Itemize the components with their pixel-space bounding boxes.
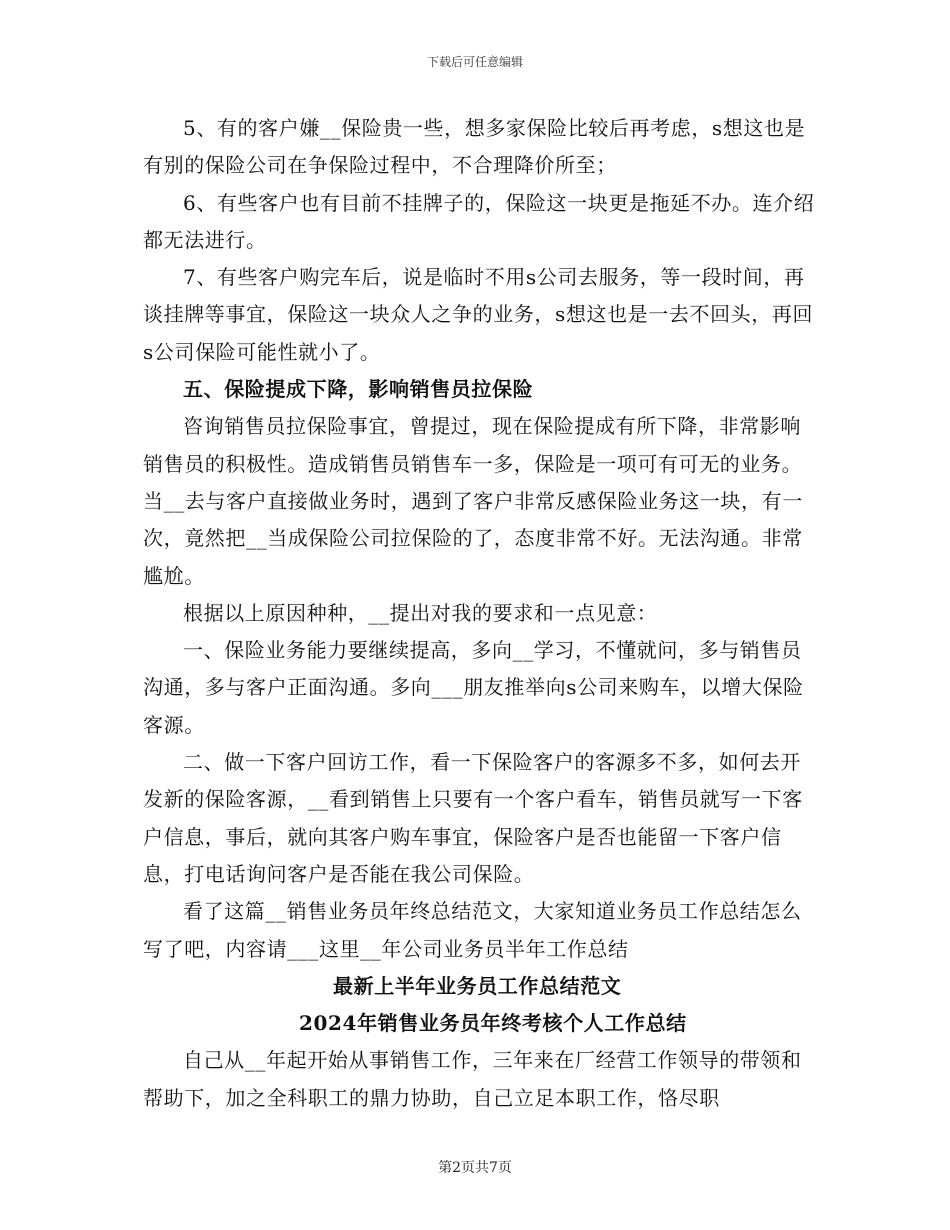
- paragraph: 二、做一下客户回访工作，看一下保险客户的客源多不多，如何去开发新的保险客源，__看到销售上只要有一个客户看车，销售员就写一下客户信息，事后，就向其客户购车事宜，保险客户是否也能留一下客户信息，打电话询问客户是否能在我公司保险。: [143, 750, 803, 886]
- section-heading: 五、保险提成下降，影响销售员拉保险: [183, 377, 534, 402]
- paragraph: 根据以上原因种种，__提出对我的要求和一点见意：: [183, 600, 658, 625]
- document-title: 最新上半年业务员工作总结范文: [333, 973, 622, 998]
- paragraph: 咨询销售员拉保险事宜，曾提过，现在保险提成有所下降，非常影响销售员的积极性。造成销售员销售车一多，保险是一项可有可无的业务。当__去与客户直接做业务时，遇到了客户非常反感保险业务这一块，有一次，竟然把__当成保险公司拉保险的了，态度非常不好。无法沟通。非常尴尬。: [143, 414, 803, 588]
- page-footer: 第2页共7页: [438, 1160, 512, 1176]
- paragraph: 自己从__年起开始从事销售工作，三年来在厂经营工作领导的带领和帮助下，加之全科职工的鼎力协助，自己立足本职工作，恪尽职: [143, 1048, 802, 1110]
- document-body: [143, 110, 815, 1117]
- paragraph: 看了这篇__销售业务员年终总结范文，大家知道业务员工作总结怎么写了吧，内容请___这里__年公司业务员半年工作总结: [143, 899, 802, 961]
- paragraph: 6、有些客户也有目前不挂牌子的，保险这一块更是拖延不办。连介绍都无法进行。: [143, 190, 815, 252]
- page-header: 下载后可任意编辑: [426, 55, 523, 69]
- paragraph: 7、有些客户购完车后，说是临时不用s公司去服务，等一段时间，再谈挂牌等事宜，保险这一块众人之争的业务，s想这也是一去不回头，再回s公司保险可能性就小了。: [143, 265, 814, 364]
- paragraph: 5、有的客户嫌__保险贵一些，想多家保险比较后再考虑，s想这也是有别的保险公司在争保险过程中，不合理降价所至；: [143, 116, 806, 178]
- document-subtitle: 2024年销售业务员年终考核个人工作总结: [299, 1011, 687, 1036]
- paragraph: 一、保险业务能力要继续提高，多向__学习，不懂就问，多与销售员沟通，多与客户正面沟通。多向___朋友推举向s公司来购车，以增大保险客源。: [143, 638, 804, 737]
